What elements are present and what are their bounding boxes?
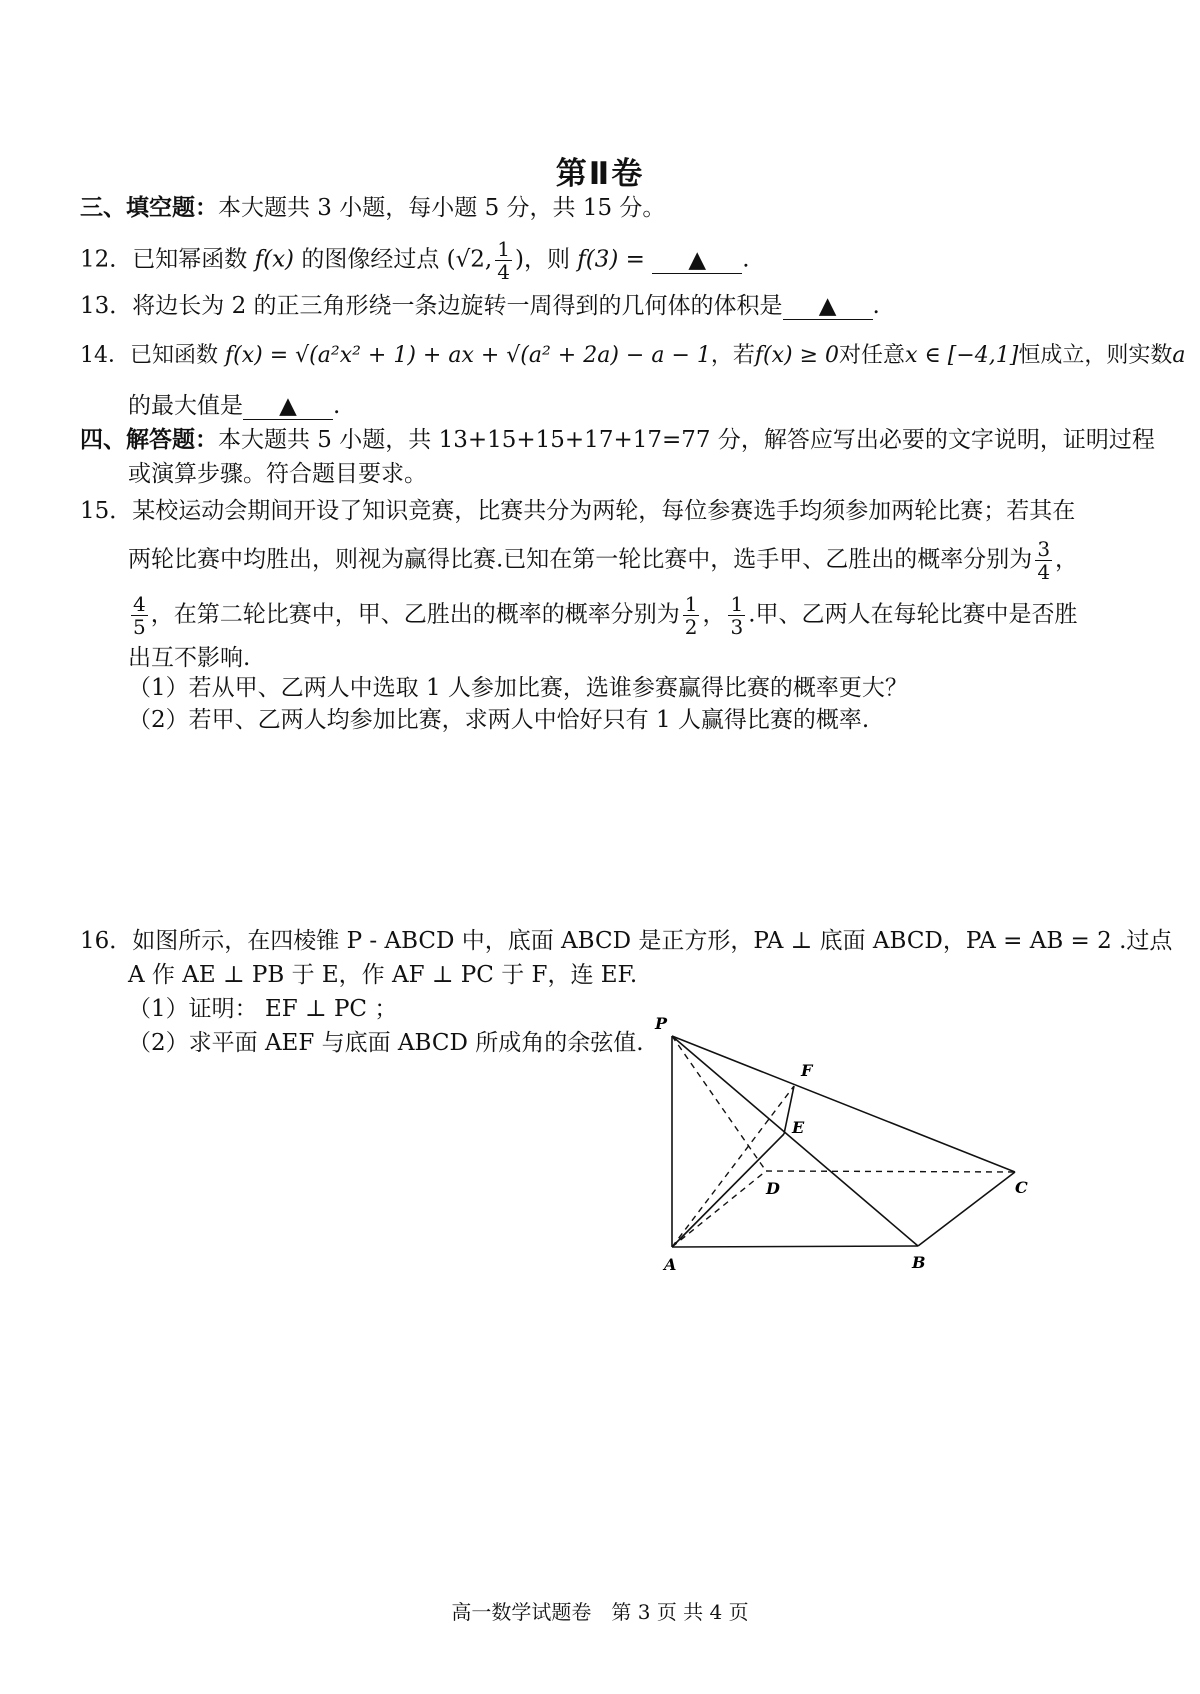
segment-AF [672, 1086, 794, 1247]
q15-f2-num: 4 [133, 592, 146, 616]
q16-number: 16． [80, 928, 133, 954]
q15-f4-den: 3 [730, 615, 744, 639]
q12-number: 12． [80, 246, 133, 273]
q16-part1: （1）证明： EF ⊥ PC ； [128, 996, 398, 1022]
label-B: B [912, 1253, 926, 1272]
q15-line3a: ，在第二轮比赛中，甲、乙胜出的概率的概率分别为 [150, 601, 680, 628]
solve-heading-intro: 本大题共 5 小题，共 13+15+15+17+17=77 分，解答应写出必要的文字说明，证明过程 [218, 427, 1155, 453]
edge-AB [672, 1246, 918, 1247]
label-D: D [766, 1179, 780, 1198]
q12-text-b: 的图像经过点 [301, 246, 440, 273]
q14-end: . [333, 393, 341, 419]
q16-line2: A 作 AE ⊥ PB 于 E，作 AF ⊥ PC 于 F，连 EF. [128, 962, 638, 988]
label-P: P [655, 1014, 668, 1033]
q15-line4: 出互不影响. [128, 645, 251, 671]
page-footer: 高一数学试题卷 第 3 页 共 4 页 [451, 1600, 749, 1624]
q15-part2: （2）若甲、乙两人均参加比赛，求两人中恰好只有 1 人赢得比赛的概率. [128, 707, 870, 733]
q12-text-c: ，则 [523, 246, 570, 273]
edge-PC [672, 1036, 1015, 1172]
q15-f3-den: 2 [684, 615, 698, 639]
edge-BC [918, 1172, 1015, 1246]
q14-text-a: 已知函数 [130, 343, 219, 368]
q14-line2-text: 的最大值是 [128, 393, 243, 419]
solve-heading-intro2: 或演算步骤。符合题目要求。 [128, 461, 427, 487]
q15-line2: 两轮比赛中均胜出，则视为赢得比赛.已知在第一轮比赛中，选手甲、乙胜出的概率分别为 [128, 546, 1033, 573]
q12-text-a: 已知幂函数 [132, 246, 248, 273]
q16-part2: （2）求平面 AEF 与底面 ABCD 所成角的余弦值. [128, 1030, 644, 1056]
q13-end: . [872, 293, 880, 319]
edge-PB [672, 1036, 918, 1246]
q14-text-c: 对任意 [839, 343, 906, 368]
q14-range: x ∈ [−4,1] [905, 343, 1019, 368]
q12-answer-mark: ▲ [688, 246, 707, 273]
q15-sep: ， [702, 601, 726, 628]
label-C: C [1015, 1178, 1028, 1197]
section-title: 第Ⅱ卷 [555, 156, 645, 192]
q15-line2-end: ， [1055, 546, 1079, 573]
q14-text-d: 恒成立，则实数 [1018, 343, 1173, 368]
solve-heading-label: 四、解答题： [80, 427, 218, 453]
q12-fx: f(x) [254, 246, 295, 273]
q12-point-close: ) [514, 246, 524, 273]
label-E: E [792, 1118, 805, 1137]
q13-number: 13． [80, 293, 133, 319]
q14-text-b: ，若 [710, 343, 755, 368]
edge-DC [766, 1171, 1015, 1172]
label-F: F [801, 1061, 813, 1080]
q12-point-open: (√2, [446, 246, 493, 273]
q15-number: 15． [80, 498, 133, 524]
q15-f4-num: 1 [730, 592, 744, 616]
fill-heading-label: 三、填空题： [80, 195, 218, 221]
label-A: A [664, 1255, 677, 1274]
q16-line1: 如图所示，在四棱锥 P - ABCD 中，底面 ABCD 是正方形，PA ⊥ 底面 ABCD，PA = AB = 2 .过点 [132, 928, 1173, 954]
q15-line3b: .甲、乙两人在每轮比赛中是否胜 [748, 601, 1078, 628]
edge-AD [672, 1171, 766, 1247]
q14-number: 14． [80, 343, 130, 368]
fill-heading-intro: 本大题共 3 小题，每小题 5 分，共 15 分。 [218, 195, 666, 221]
q14-formula: f(x) = √(a²x² + 1) + ax + √(a² + 2a) − a − 1 [225, 343, 711, 368]
q12-end: . [742, 246, 750, 273]
q14-var: a [1172, 343, 1186, 368]
q13-answer-mark: ▲ [818, 293, 837, 319]
q15-f2-den: 5 [133, 615, 146, 639]
q14-condition: f(x) ≥ 0 [754, 343, 840, 368]
q12-frac-den: 4 [497, 260, 510, 284]
q15-f1-den: 4 [1037, 560, 1051, 584]
q15-line1: 某校运动会期间开设了知识竞赛，比赛共分为两轮，每位参赛选手均须参加两轮比赛；若其在 [132, 498, 1076, 524]
q15-f1-num: 3 [1037, 537, 1051, 561]
q15-f3-num: 1 [684, 592, 698, 616]
q15-part1: （1）若从甲、乙两人中选取 1 人参加比赛，选谁参赛赢得比赛的概率更大？ [128, 675, 908, 701]
q12-f3: f(3) = [577, 246, 645, 273]
q14-answer-mark: ▲ [279, 393, 297, 419]
q13-text: 将边长为 2 的正三角形绕一条边旋转一周得到的几何体的体积是 [132, 293, 783, 319]
q12-frac-num: 1 [497, 237, 510, 261]
